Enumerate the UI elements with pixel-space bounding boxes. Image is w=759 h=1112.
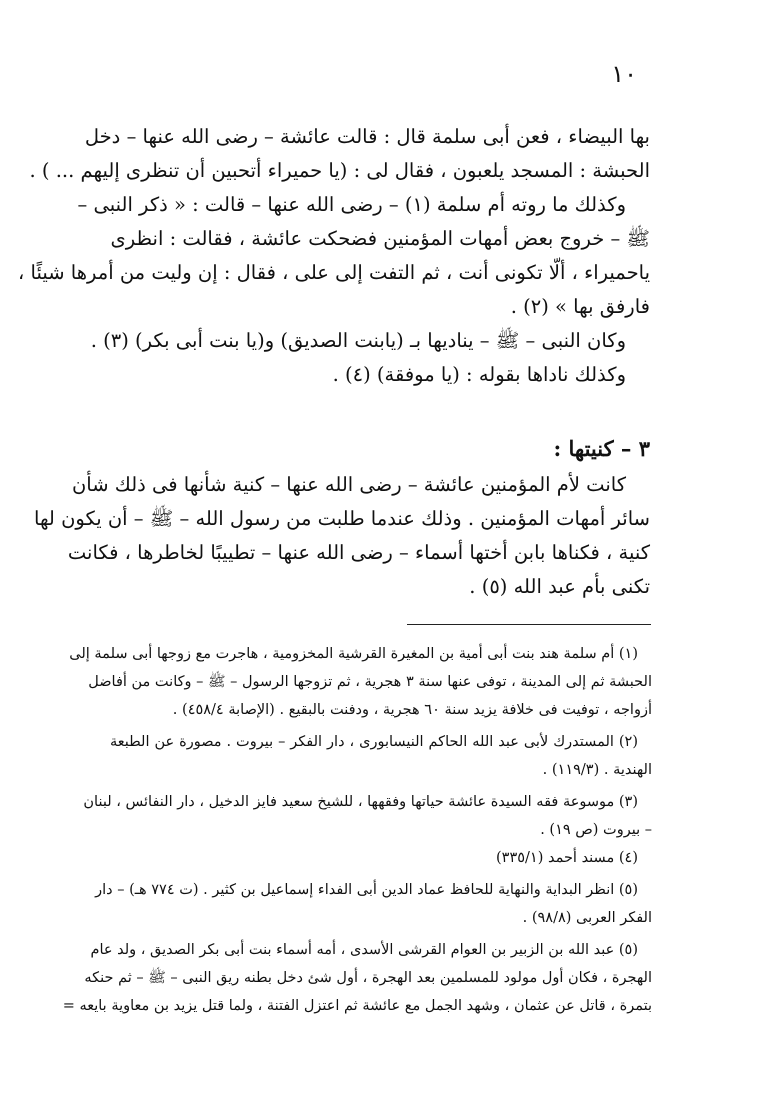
footnote-line: الفكر العربى (٩٨/٨) . [522,910,652,926]
footnotes [62,640,652,1020]
footnote [69,640,652,724]
footnote [95,876,652,932]
text-line: وكذلك ما روته أم سلمة (١) – رضى الله عنها – قالت : « ذكر النبى – [77,193,626,216]
text-line: كانت لأم المؤمنين عائشة – رضى الله عنها – كنية شأنها فى ذلك شأن [71,473,626,496]
page-number: ١٠ [611,60,637,88]
footnote-line: – بيروت (ص ١٩) . [540,822,652,838]
text-line: وكذلك ناداها بقوله : (يا موفقة) (٤) . [332,363,626,386]
section-heading: ٣ – كنيتها : [553,436,650,461]
footnote-line: الهجرة ، فكان أول مولود للمسلمين بعد الهجرة ، أول شئ دخل بطنه ريق النبى – ﷺ – ثم حنكه [84,970,652,986]
footnote-line: (٣) موسوعة فقه السيدة عائشة حياتها وفقهها ، للشيخ سعيد فايز الدخيل ، دار النفائس ، لبنان [83,794,638,810]
footnote-line: (٢) المستدرك لأبى عبد الله الحاكم النيسابورى ، دار الفكر – بيروت . مصورة عن الطبعة [110,734,638,750]
footnote [83,788,652,844]
text-line: تكنى بأم عبد الله (٥) . [469,575,650,598]
footnote-line: (٤) مسند أحمد (٣٣٥/١) [495,850,638,866]
footnote [62,936,652,1020]
footnote [110,728,652,784]
text-line: فارفق بها » (٢) . [510,295,650,318]
text-line: كنية ، فكناها بابن أختها أسماء – رضى الله عنها – تطييبًا لخاطرها ، فكانت [67,541,650,564]
text-line: ﷺ – خروج بعض أمهات المؤمنين فضحكت عائشة ، فقالت : انظرى [110,227,650,250]
main-text [18,120,650,604]
footnote-line: أزواجه ، توفيت فى خلافة يزيد سنة ٦٠ هجرية ، ودفنت بالبقيع . (الإصابة ٤٥٨/٤) . [172,702,652,718]
footnote-line: بتمرة ، قاتل عن عثمان ، وشهد الجمل مع عائشة ثم اعتزل الفتنة ، ولما قتل يزيد بن معاوية بايعه = [62,998,652,1014]
footnote-line: (١) أم سلمة هند بنت أبى أمية بن المغيرة القرشية المخزومية ، هاجرت مع زوجها أبى سلمة إلى [69,646,638,662]
footnote-line: (٥) انظر البداية والنهاية للحافظ عماد الدين أبى الفداء إسماعيل بن كثير . (ت ٧٧٤ هـ) – دار [95,882,638,898]
footnote-line: الحبشة ثم إلى المدينة ، توفى عنها سنة ٣ هجرية ، ثم تزوجها الرسول – ﷺ – وكانت من أفاضل [88,674,652,690]
footnote [110,844,652,872]
text-line: الحبشة : المسجد يلعبون ، فقال لى : (يا حميراء أتحبين أن تنظرى إليهم ... ) . [29,159,650,182]
text-line: سائر أمهات المؤمنين . وذلك عندما طلبت من رسول الله – ﷺ – أن يكون لها [34,507,650,530]
text-line: ياحميراء ، ألّا تكونى أنت ، ثم التفت إلى على ، فقال : إن وليت من أمرها شيئًا ، [18,261,650,284]
text-line: وكان النبى – ﷺ – يناديها بـ (يابنت الصديق) و(يا بنت أبى بكر) (٣) . [90,329,626,352]
footnote-line: (٥) عبد الله بن الزبير بن العوام القرشى الأسدى ، أمه أسماء بنت أبى بكر الصديق ، ولد عام [90,942,638,958]
text-line: بها البيضاء ، فعن أبى سلمة قال : قالت عائشة – رضى الله عنها – دخل [84,125,650,148]
footnote-line: الهندية . (١١٩/٣) . [542,762,652,778]
footnote-divider [407,624,651,625]
